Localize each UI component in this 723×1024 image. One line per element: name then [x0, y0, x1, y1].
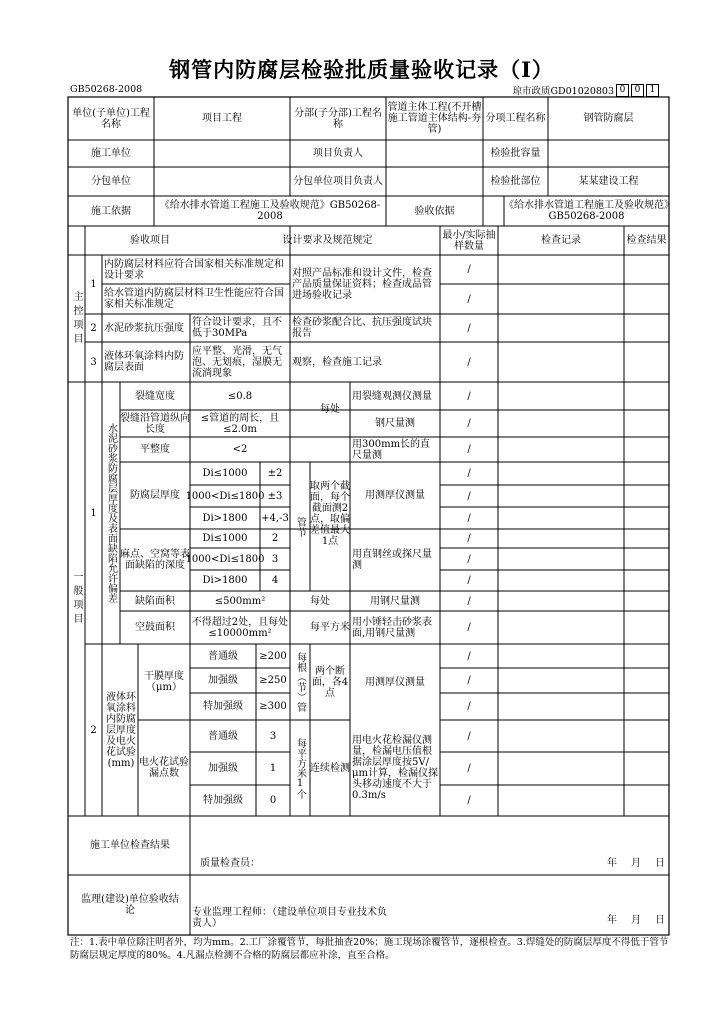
mc-sample-1b: /: [467, 293, 471, 305]
g1-sample: /: [467, 390, 471, 402]
g2-grade-normal-2: 普通级: [208, 730, 238, 742]
mc-no-3: 3: [90, 356, 97, 368]
col-record: 检查记录: [541, 235, 581, 246]
g2-sample: /: [467, 795, 471, 806]
unit-label: 单位(子单位)工程名称: [72, 107, 150, 130]
supervisor-label: 监理(建设)单位验收结论: [81, 894, 179, 916]
basis-label: 施工依据: [91, 205, 131, 217]
g2-sample: /: [467, 763, 471, 774]
mc-item-1b: 给水管道内防腐层材料卫生性能应符合国家相关标准规定: [104, 288, 284, 310]
footnote: 注：1.表中单位除注明者外，均为mm。2.工厂涂覆管节，每批抽查20%；施工现场涂覆管节，逐根检查。3.焊缝处的防腐层厚度不得低于管节防腐层规定厚度的80%。4.凡漏点检测不合格的防腐层都应补涂，直至合格。: [70, 937, 669, 961]
g1-group: 水泥砂浆防腐层厚度及表面缺陷允许偏差: [105, 423, 117, 603]
g1-sample: /: [467, 490, 471, 502]
g1-sample: /: [467, 512, 471, 524]
g1-sample: /: [467, 553, 471, 565]
g2-group: 液体环氧涂料内防腐层厚度及电火花试验(mm): [106, 691, 136, 769]
g1-d1: Di≤1000: [202, 468, 248, 479]
code-box: 0: [616, 84, 629, 97]
contractor-label: 施工单位: [91, 148, 131, 159]
g1-t3: +4,-3: [261, 512, 289, 524]
g1-flatness: 平整度: [140, 444, 170, 455]
col-item: 验收项目: [130, 235, 170, 246]
g1-no: 1: [90, 507, 97, 519]
g2-spark-2: 1: [269, 763, 277, 774]
g1-d2: 1000<Di≤1800: [185, 490, 265, 502]
form-code: [512, 83, 659, 97]
g1-crack-length: 裂缝沿管道纵向长度: [120, 412, 190, 435]
g1-freq-sqm: 每平方米: [310, 622, 350, 633]
g1-defect-std: ≤500mm²: [214, 595, 266, 607]
g2-grade-plus: 加强级: [208, 675, 238, 686]
date-month: 月: [631, 914, 641, 926]
mc-req-1: 对照产品标准和设计文件，检查产品质量保证资料；检查成品管进场验收记录: [292, 268, 432, 301]
g2-spark-1: 3: [269, 730, 277, 742]
g2-sample: /: [467, 730, 471, 742]
g1-method-2: 钢尺量测: [375, 418, 415, 429]
pm-label: 项目负责人: [313, 148, 363, 159]
g1-crack-width-std: ≤0.8: [227, 390, 253, 402]
g2-dry-2: ≥250: [259, 675, 287, 686]
mc-sample-2: /: [467, 322, 471, 334]
g1-pd2: 1000<Di≤1800: [185, 553, 265, 565]
g1-method-1: 用裂缝观测仪测量: [352, 390, 432, 402]
mc-req-2: 检查砂浆配合比、抗压强度试块报告: [292, 317, 432, 339]
col-result: 检查结果: [626, 235, 667, 246]
g1-flatness-std: <2: [232, 444, 248, 455]
g1-freq-each2: 每处: [310, 595, 330, 607]
g1-hollow: 空鼓面积: [135, 622, 175, 633]
g1-method-3: 用300mm长的直尺量测: [352, 438, 431, 461]
g2-dry-1: ≥200: [259, 650, 287, 662]
g1-p2: 3: [271, 553, 279, 565]
g2-per-sqm: 每平方米1个: [294, 737, 306, 799]
g1-sample: /: [467, 533, 471, 544]
g2-sample: /: [467, 675, 471, 686]
g1-sample: /: [467, 468, 471, 479]
g1-sample: /: [467, 595, 471, 607]
supervisor-engineer: 专业监理工程师：（建设单位项目专业技术负责人）: [192, 907, 387, 929]
batch-location-value: 某某建设工程: [578, 176, 639, 187]
batch-location-label: 检验批部位: [490, 176, 541, 187]
batch-capacity-label: 检验批容量: [490, 148, 541, 159]
col-sample: 最小/实际抽样数量: [442, 229, 496, 252]
g2-freq-a: 两个断面，各4点: [311, 665, 349, 699]
g1-thickness: 防腐层厚度: [130, 490, 180, 501]
g2-grade-plus-2: 加强级: [208, 763, 238, 774]
mc-item-2: 水泥砂浆抗压强度: [104, 322, 184, 334]
mc-item-1a: 内防腐层材料应符合国家相关标准规定和设计要求: [104, 258, 284, 281]
sub-value: 钢管防腐层: [583, 113, 634, 124]
g2-method-b: 用电火花检漏仪测量，检漏电压值根据涂层厚度按5V/μm计算，检漏仪探头移动速度不大于0.3m/s: [352, 735, 438, 801]
date-day: 日: [655, 857, 665, 869]
mc-sample-1a: /: [467, 264, 471, 275]
g1-freq-mid: 取两个截面，每个截面测2点，取偏差值最大1点: [310, 481, 350, 547]
g1-pipe: 管节: [294, 516, 306, 537]
mc-std-2: 符合设计要求，且不低于30MPa: [192, 317, 282, 339]
part-value: 管道主体工程(不开槽施工管道主体结构-夯管): [387, 102, 482, 135]
g1-method-4: 用测厚仪测量: [365, 490, 425, 501]
mc-no-2: 2: [90, 322, 97, 334]
g1-method-6: 用钢尺量测: [370, 595, 420, 607]
mc-item-3: 液体环氧涂料内防腐层表面: [104, 351, 184, 373]
g2-grade-extra-2: 特加强级: [203, 795, 243, 806]
g2-dry-3: ≥300: [259, 701, 287, 712]
g1-sample: /: [467, 418, 471, 429]
g2-spark-3: 0: [269, 795, 277, 806]
g2-per-pipe: 每根（节）管: [294, 652, 306, 712]
g2-dry: 干膜厚度（μm）: [144, 671, 184, 693]
g2-grade-extra: 特加强级: [203, 701, 243, 712]
g2-no: 2: [90, 724, 97, 736]
g1-t1: ±2: [267, 468, 283, 479]
qc-inspector: 质量检查员：: [200, 857, 260, 869]
g1-d3: Di>1800: [202, 512, 248, 524]
g1-crack-length-std: ≤管道的周长，且≤2.0m: [200, 412, 280, 435]
g1-freq-each: 每处: [320, 404, 340, 415]
main-control-label: 主控项目: [71, 290, 82, 347]
basis-value: 《给水排水管道工程施工及验收规范》GB50268-2008: [159, 200, 381, 222]
g1-pd1: Di≤1000: [202, 533, 248, 544]
g2-freq-b: 连续检测: [310, 762, 350, 774]
g2-spark: 电火花试验漏点数: [139, 757, 189, 779]
g1-p1: 2: [271, 533, 279, 544]
g1-t2: ±3: [267, 490, 283, 502]
g1-method-5: 用直钢丝或探尺量测: [352, 549, 432, 571]
form-code-label: 琼市政质GD01020803: [512, 86, 614, 97]
page-title: 钢管内防腐层检验批质量验收记录（Ⅰ）: [169, 57, 554, 82]
part-label: 分部(子分部)工程名称: [294, 107, 382, 130]
date-day: 日: [655, 914, 665, 926]
g1-defect: 缺陷面积: [135, 595, 175, 607]
sub-pm-label: 分包单位项目负责人: [293, 176, 383, 187]
g1-pd3: Di>1800: [202, 575, 248, 586]
g1-crack-width: 裂缝宽度: [135, 390, 175, 402]
subcontractor-label: 分包单位: [91, 176, 131, 187]
mc-std-3: 应平整、光滑，无气泡、无划痕，湿膜无流淌现象: [192, 345, 282, 379]
g2-grade-normal: 普通级: [208, 650, 238, 662]
sub-label: 分项工程名称: [485, 113, 546, 124]
standard-number: GB50268-2008: [70, 84, 143, 95]
date-year: 年: [607, 857, 617, 869]
g1-hollow-std: 不得超过2处，且每处≤10000mm²: [191, 616, 289, 639]
g1-method-7: 用小锤轻击砂浆表面,用钢尺量测: [352, 616, 432, 639]
code-box: 1: [646, 84, 659, 97]
mc-req-3: 观察，检查施工记录: [292, 356, 382, 368]
date-year: 年: [607, 914, 617, 926]
col-requirement: 设计要求及规范规定: [282, 235, 373, 246]
g1-sample: /: [467, 622, 471, 633]
g2-method-a: 用测厚仪测量: [365, 676, 425, 688]
g1-sample: /: [467, 575, 471, 586]
g2-sample: /: [467, 701, 471, 712]
general-label: 一般项目: [71, 571, 82, 627]
g1-sample: /: [467, 444, 471, 455]
g1-p3: 4: [271, 575, 279, 586]
accept-basis-label: 验收依据: [414, 205, 455, 217]
unit-value: 项目工程: [202, 113, 242, 124]
mc-no-1: 1: [90, 279, 97, 290]
contractor-check-label: 施工单位检查结果: [90, 839, 170, 851]
date-month: 月: [631, 857, 641, 869]
code-box: 0: [631, 84, 644, 97]
accept-basis-value: 《给水排水管道工程施工及验收规范》GB50268-2008: [504, 200, 669, 222]
g2-sample: /: [467, 650, 471, 662]
g1-pit: 麻点、空窝等表面缺陷的深度: [120, 549, 190, 571]
mc-sample-3: /: [467, 356, 471, 368]
